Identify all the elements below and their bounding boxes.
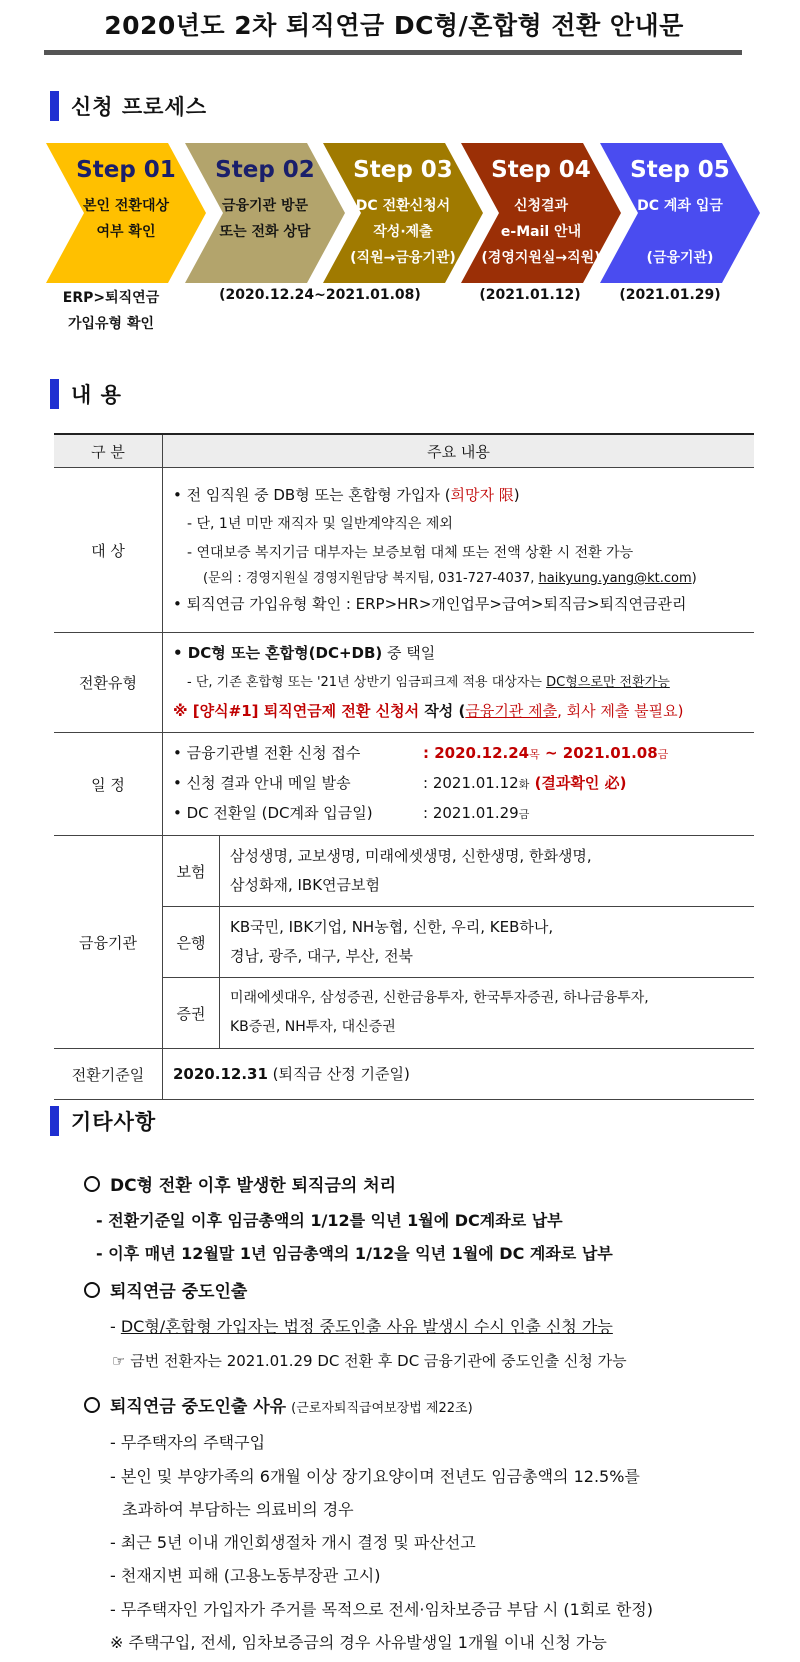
- step-04-note: (2021.01.12): [479, 287, 581, 303]
- fin-sub-securities: 증권: [163, 978, 220, 1049]
- step-05-line-3: (금융기관): [646, 250, 714, 266]
- step-01-line-2: 여부 확인: [96, 224, 156, 240]
- section-title: 신청 프로세스: [71, 95, 208, 119]
- step-04-line-3: (경영지원실→직원): [481, 250, 601, 266]
- step-05-note: (2021.01.29): [619, 287, 721, 303]
- step-03-line-2: 작성·제출: [373, 224, 433, 240]
- etc-h3-item-4: - 최근 5년 이내 개인회생절차 개시 결정 및 파산선고: [110, 1533, 476, 1552]
- etc-h1-line-2: - 이후 매년 12월말 1년 임금총액의 1/12을 익년 1월에 DC 계좌로 납부: [96, 1244, 613, 1263]
- etc-heading-1: DC형 전환 이후 발생한 퇴직금의 처리: [84, 1171, 396, 1196]
- step-05-line-1: DC 계좌 입금: [637, 198, 723, 214]
- step-03-line-3: (직원→금융기관): [350, 250, 456, 266]
- etc-h2-line-2: ☞ 금번 전환자는 2021.01.29 DC 전환 후 DC 금융기관에 중도인출 신청 가능: [112, 1352, 627, 1370]
- fin-sub-bank: 은행: [163, 907, 220, 978]
- row-category-target: 대 상: [54, 468, 163, 633]
- target-line-1: • 전 임직원 중 DB형 또는 혼합형 가입자 (희망자 限): [173, 486, 520, 504]
- contact-email-link[interactable]: haikyung.yang@kt.com: [538, 571, 692, 586]
- step-02-title: Step 02: [215, 157, 315, 183]
- row-category-schedule: 일 정: [54, 733, 163, 836]
- step-01-line-1: 본인 전환대상: [82, 198, 170, 214]
- row-category-base: 전환기준일: [54, 1049, 163, 1100]
- fin-insurance-line-2: 삼성화재, IBK연금보험: [230, 876, 381, 894]
- fin-insurance-line-1: 삼성생명, 교보생명, 미래에셋생명, 신한생명, 한화생명,: [230, 847, 592, 865]
- circle-bullet-icon: [84, 1397, 100, 1413]
- step-01-title: Step 01: [76, 157, 176, 183]
- etc-h2-line-1: - DC형/혼합형 가입자는 법정 중도인출 사유 발생시 수시 인출 신청 가능: [110, 1317, 613, 1336]
- row-category-fin: 금융기관: [54, 836, 163, 1049]
- step-05-title: Step 05: [630, 157, 730, 183]
- etc-heading-2: 퇴직연금 중도인출: [84, 1277, 247, 1302]
- target-line-5: • 퇴직연금 가입유형 확인 : ERP>HR>개인업무>급여>퇴직금>퇴직연금관리: [173, 595, 687, 613]
- step-03-line-1: DC 전환신청서: [355, 198, 451, 214]
- step-02-line-1: 금융기관 방문: [221, 198, 309, 214]
- header-main: 주요 내용: [163, 434, 755, 468]
- schedule-line-3: • DC 전환일 (DC계좌 입금일) : 2021.01.29금: [173, 804, 530, 822]
- etc-h3-item-2: - 본인 및 부양가족의 6개월 이상 장기요양이며 전년도 임금총액의 12.5%를: [110, 1467, 640, 1486]
- circle-bullet-icon: [84, 1176, 100, 1192]
- header-category: 구 분: [54, 434, 163, 468]
- step-02-note: (2020.12.24~2021.01.08): [219, 287, 421, 303]
- type-line-2: - 단, 기존 혼합형 또는 '21년 상반기 임금피크제 적용 대상자는 DC형으로만 전환가능: [187, 675, 670, 690]
- etc-heading-3: 퇴직연금 중도인출 사유 (근로자퇴직급여보장법 제22조): [84, 1392, 473, 1417]
- step-01-note-1: ERP>퇴직연금: [62, 290, 160, 306]
- row-content-base: 2020.12.31 (퇴직금 산정 기준일): [163, 1049, 755, 1100]
- step-01-note-2: 가입유형 확인: [67, 316, 155, 332]
- step-04-title: Step 04: [491, 157, 591, 183]
- step-04-line-2: e-Mail 안내: [500, 224, 582, 240]
- fin-securities-line-2: KB증권, NH투자, 대신증권: [230, 1019, 396, 1035]
- target-line-4: (문의 : 경영지원실 경영지원담당 복지팀, 031-727-4037, haikyung.yang@kt.com): [203, 571, 697, 586]
- schedule-line-2: • 신청 결과 안내 메일 발송 : 2021.01.12화 (결과확인 必): [173, 774, 627, 792]
- section-title: 내 용: [71, 383, 122, 407]
- fin-bank-line-1: KB국민, IBK기업, NH농협, 신한, 우리, KEB하나,: [230, 918, 554, 936]
- fin-sub-insurance: 보험: [163, 836, 220, 907]
- row-category-type: 전환유형: [54, 633, 163, 733]
- section-title: 기타사항: [71, 1110, 157, 1134]
- step-04-line-1: 신청결과: [513, 198, 569, 214]
- etc-h1-line-1: - 전환기준일 이후 임금총액의 1/12를 익년 1월에 DC계좌로 납부: [96, 1211, 563, 1230]
- target-line-2: - 단, 1년 미만 재직자 및 일반계약직은 제외: [187, 516, 453, 532]
- step-02-line-2: 또는 전화 상담: [219, 224, 311, 240]
- etc-h3-item-6: - 무주택자인 가입자가 주거를 목적으로 전세·임차보증금 부담 시 (1회로 한정): [110, 1600, 653, 1619]
- etc-h3-item-7: ※ 주택구입, 전세, 임차보증금의 경우 사유발생일 1개월 이내 신청 가능: [110, 1633, 607, 1652]
- type-line-1: • DC형 또는 혼합형(DC+DB) 중 택일: [173, 644, 436, 662]
- target-line-3: - 연대보증 복지기금 대부자는 보증보험 대체 또는 전액 상환 시 전환 가능: [187, 545, 634, 561]
- etc-h3-item-5: - 천재지변 피해 (고용노동부장관 고시): [110, 1566, 381, 1585]
- etc-h3-item-1: - 무주택자의 주택구입: [110, 1433, 266, 1452]
- page-title: 2020년도 2차 퇴직연금 DC형/혼합형 전환 안내문: [104, 11, 684, 40]
- etc-h3-item-3: 초과하여 부담하는 의료비의 경우: [122, 1500, 354, 1519]
- step-03-title: Step 03: [353, 157, 453, 183]
- circle-bullet-icon: [84, 1282, 100, 1298]
- schedule-line-1: • 금융기관별 전환 신청 접수 : 2020.12.24목 ~ 2021.01.08금: [173, 744, 669, 762]
- type-line-3: ※ [양식#1] 퇴직연금제 전환 신청서 작성 (금융기관 제출, 회사 제출 불필요): [173, 702, 684, 720]
- fin-securities-line-1: 미래에셋대우, 삼성증권, 신한금융투자, 한국투자증권, 하나금융투자,: [230, 990, 649, 1006]
- fin-bank-line-2: 경남, 광주, 대구, 부산, 전북: [230, 947, 414, 965]
